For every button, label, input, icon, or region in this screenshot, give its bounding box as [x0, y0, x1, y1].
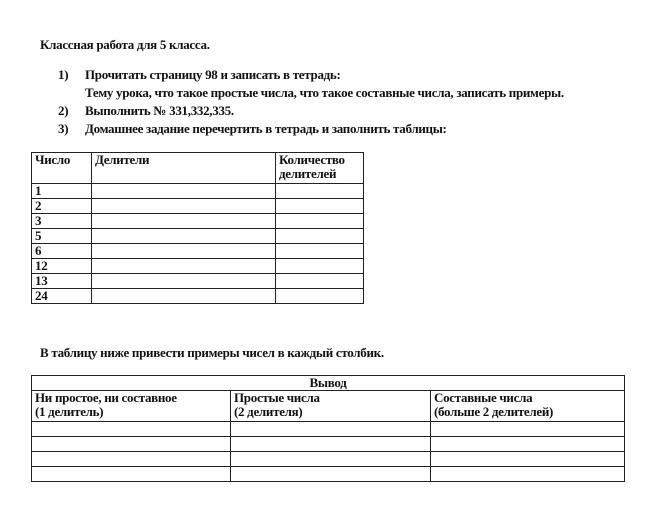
count-cell[interactable]: [276, 184, 364, 199]
divisors-cell[interactable]: [92, 289, 276, 304]
table-row: [32, 214, 364, 229]
header-line: Ни простое, ни составное: [35, 390, 177, 405]
table-row: [32, 244, 364, 259]
number-cell: 6: [32, 244, 92, 259]
task-1-line-2: Тему урока, что такое простые числа, что такое составные числа, записать примеры.: [85, 85, 564, 100]
divisors-cell[interactable]: [92, 199, 276, 214]
header-divisors: Делители: [92, 153, 276, 184]
task-number: 1): [58, 67, 69, 82]
table-row: [32, 184, 364, 199]
prime-cell[interactable]: [231, 437, 431, 452]
divisors-cell[interactable]: [92, 274, 276, 289]
neither-cell[interactable]: [32, 437, 231, 452]
header-number: Число: [32, 153, 92, 184]
table-row: [32, 259, 364, 274]
task-2: [58, 103, 234, 119]
header-primes: [231, 391, 431, 422]
table-row: [32, 199, 364, 214]
conclusion-table: [31, 375, 625, 482]
table-row: [32, 437, 625, 452]
composite-cell[interactable]: [431, 452, 625, 467]
prime-cell[interactable]: [231, 467, 431, 482]
table-row: [32, 274, 364, 289]
header-line: (больше 2 делителей): [434, 404, 554, 419]
divisors-table: [31, 152, 364, 304]
divisors-cell[interactable]: [92, 214, 276, 229]
count-cell[interactable]: [276, 214, 364, 229]
number-cell: 2: [32, 199, 92, 214]
header-line: (1 делитель): [35, 404, 104, 419]
count-cell[interactable]: [276, 244, 364, 259]
composite-cell[interactable]: [431, 422, 625, 437]
header-neither: [32, 391, 231, 422]
prime-cell[interactable]: [231, 452, 431, 467]
count-cell[interactable]: [276, 259, 364, 274]
table-row: [32, 289, 364, 304]
count-cell[interactable]: [276, 199, 364, 214]
header-line: Простые числа: [234, 390, 320, 405]
composite-cell[interactable]: [431, 467, 625, 482]
number-cell: 5: [32, 229, 92, 244]
table-row: [32, 229, 364, 244]
instruction-text: В таблицу ниже привести примеры чисел в каждый столбик.: [40, 345, 384, 360]
number-cell: 3: [32, 214, 92, 229]
header-line: Составные числа: [434, 390, 533, 405]
task-text: Прочитать страницу 98 и записать в тетрадь:: [85, 67, 341, 82]
neither-cell[interactable]: [32, 452, 231, 467]
number-cell: 1: [32, 184, 92, 199]
neither-cell[interactable]: [32, 422, 231, 437]
divisors-cell[interactable]: [92, 244, 276, 259]
neither-cell[interactable]: [32, 467, 231, 482]
table-header-row: [32, 153, 364, 184]
header-composites: [431, 391, 625, 422]
task-text: Домашнее задание перечертить в тетрадь и заполнить таблицы:: [85, 121, 447, 136]
task-3: [58, 121, 447, 137]
task-number: 3): [58, 121, 69, 136]
table-caption: Вывод: [32, 376, 625, 391]
header-count: Количество делителей: [276, 153, 364, 184]
count-cell[interactable]: [276, 289, 364, 304]
table-header-row: [32, 391, 625, 422]
table-row: [32, 467, 625, 482]
caption-row: [32, 376, 625, 391]
document-title: Классная работа для 5 класса.: [40, 37, 210, 52]
number-cell: 13: [32, 274, 92, 289]
composite-cell[interactable]: [431, 437, 625, 452]
count-cell[interactable]: [276, 274, 364, 289]
task-1: [58, 67, 341, 83]
table-row: [32, 422, 625, 437]
prime-cell[interactable]: [231, 422, 431, 437]
count-cell[interactable]: [276, 229, 364, 244]
number-cell: 12: [32, 259, 92, 274]
header-line: (2 делителя): [234, 404, 303, 419]
table-row: [32, 452, 625, 467]
divisors-cell[interactable]: [92, 229, 276, 244]
task-text: Выполнить № 331,332,335.: [85, 103, 234, 118]
number-cell: 24: [32, 289, 92, 304]
divisors-cell[interactable]: [92, 259, 276, 274]
divisors-cell[interactable]: [92, 184, 276, 199]
task-number: 2): [58, 103, 69, 118]
